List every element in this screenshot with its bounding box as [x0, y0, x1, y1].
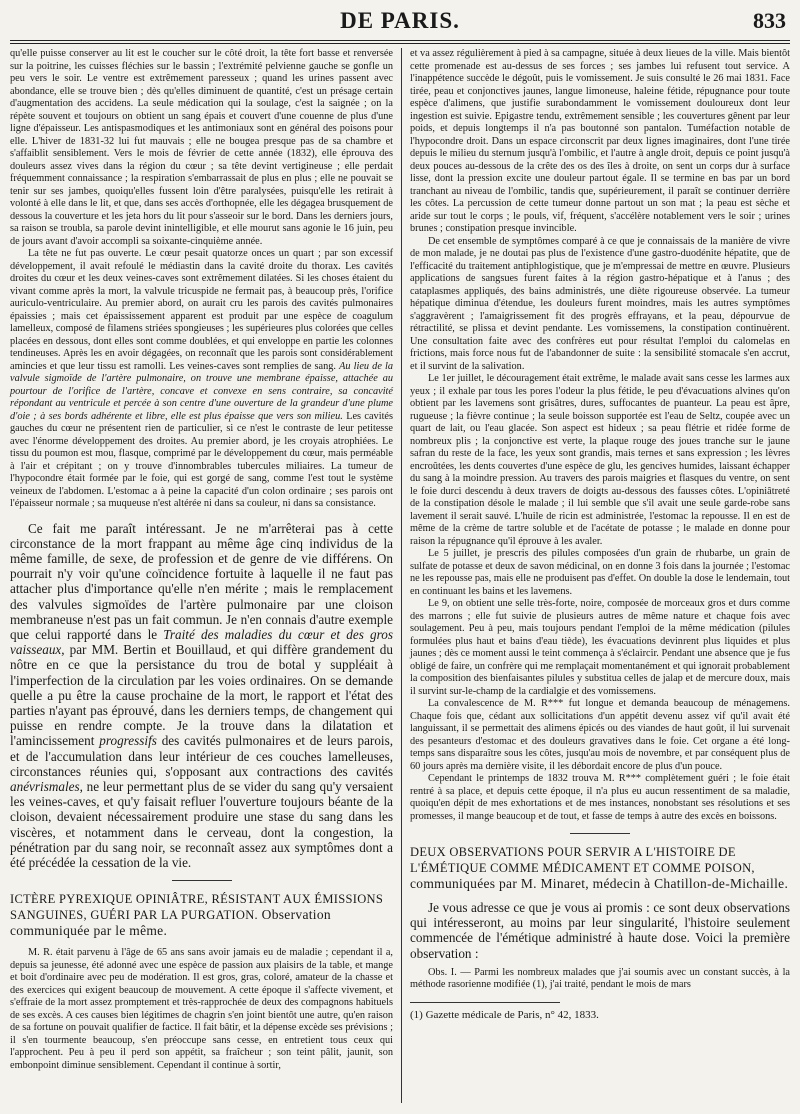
paragraph: [10, 248, 393, 511]
paragraph: Je vous adresse ce que je vous ai promis : ce sont deux observations qui intéresseront, au moins par leur singularité, l'histoire seulement commencée de l'émétique administré à haute dose. Voici la première observation :: [410, 900, 790, 961]
right-column: [410, 48, 790, 1022]
left-column: [10, 48, 393, 1072]
section-title-caps: ICTÈRE PYREXIQUE OPINIÂTRE, RÉSISTANT AUX ÉMISSIONS SANGUINES, GUÉRI PAR LA PURGATION.: [10, 892, 384, 923]
text-run: Les cavités gauches du cœur ne présentent rien de particulier, si ce n'est le contraste de leur petitesse avec l'énorme développement des droites. Au premier abord, je les croyais atrophiées. Le tissu du poumon est mou, flasque, comprimé par le développement du cœur, mais perméable à l'air et crépitant ; on y trouve d'innombrables tubercules miliaires. La tumeur de l'hypocondre était formée par le foie, qui est gorgé de sang, comme l'est tout le système veineux de l'abdomen. L'estomac a à peine la capacité d'un colon ordinaire ; ses parois ont l'épaisseur normale ; sa muqueuse n'est altérée ni dans sa couleur, ni dans sa consistance.: [10, 410, 394, 509]
column-divider: [401, 48, 402, 1103]
section-separator: [570, 833, 630, 834]
section-title: [10, 891, 393, 939]
page-header: [0, 0, 800, 40]
section-title-rest: communiquées par M. Minaret, médecin à Chatillon-de-Michaille.: [410, 876, 789, 891]
header-rule: [10, 40, 790, 41]
text-run: , ne leur permettant plus de se vider du sang qu'y versaient les veines-caves, et qu'y faisait refluer l'ouverture toujours béante de la cloison, devaient nécessairement produire une stase du sang dans les viscères, et notamment dans le cerveau, dont la congestion, la pénétration par du sang noir, se reconnaît assez aux symptômes dont a été précédée la cessation de la vie.: [10, 778, 393, 870]
header-rule-2: [10, 43, 790, 44]
italic-title: Traité des maladies du cœur et des gros vaisseaux: [10, 626, 394, 658]
footnote: (1) Gazette médicale de Paris, n° 42, 1833.: [410, 1008, 599, 1021]
italic-passage: Au lieu de la valvule sigmoïde de l'artère pulmonaire, on trouve une membrane épaisse, attachée au pourtour de l'orifice de l'artère, concave et convexe en sens contraire, sa concavité répondant au ventricule et percée à son centre d'une ouverture de la grandeur d'une plume d'oie ; à ses bords adhérente et libre, elle est plus épaisse que vers son milieu.: [10, 360, 393, 422]
running-title: DE PARIS.: [340, 8, 460, 33]
paragraph: et va assez régulièrement à pied à sa campagne, située à deux lieues de la ville. Mais bientôt cette promenade est au-dessus de ses forces ; ses jambes lui refusent tout service. A l'inappétence succède le dégoût, puis le vomissement. Je suis consulté le 26 mai 1831. Face tirée, peau et conjonctives jaunes, langue limoneuse, haleine fétide, répugnance pour toute espèce d'alimens, que justifie surabondamment le vomissement douloureux dont leur ingestion est suivie. Epigastre tendu, extrêmement sensible ; les couvertures gênent par leur poids, et depuis longtemps il n'a pas boutonné son pantalon. Tuméfaction notable de l'hypocondre droit. Dans un espace circonscrit par deux lignes imaginaires, dont l'une tirée depuis le milieu du sternum jusqu'à l'ombilic, et l'autre à angle droit, depuis ce point jusqu'à deux pouces au-dessous de la crête des os des îles à droite, on sent un corps dur à surface lisse, dont la pression excite une douleur partout égale. Il se termine en bas par un bord tranchant au niveau de l'ombilic, tandis que, supérieurement, il paraît se continuer derrière les côtes. La percussion de cette tumeur donne partout un son mat ; la peau est sèche et aride sur tout le corps ; le pouls, vif, fréquent, s'accélère notablement vers le soir ; urines brunes ; constipation presque invincible.: [410, 48, 790, 234]
section-separator: [172, 880, 232, 881]
paragraph: [10, 521, 393, 871]
paragraph: M. R. était parvenu à l'âge de 65 ans sans avoir jamais eu de maladie ; cependant il a, depuis sa jeunesse, été adonné avec une espèce de passion aux plaisirs de la table, et mange et boit d'ordinaire avec peu de modération. Il est gros, gras, coloré, amateur de la chasse et des exercices qui exigent beaucoup de mouvement. A cette époque il s'affecte vivement, et s'effraie de la mort assez promptement et très-rapprochée de deux des compagnons habituels de ses excès. A ces causes bien légitimes de chagrin s'en joint bientôt une autre, qu'en raison de sa fortune on pouvait qualifier de factice. Il fait bâtir, et la dépense excède ses prévisions ; il s'en tourmente beaucoup, s'en préoccupe sans cesse, en entretient tous ceux qui l'approchent. Peu à peu il perd son appétit, sa fraîcheur ; son teint pâlit, jaunit, son embonpoint diminue sensiblement. Cependant il continue à sortir,: [10, 947, 393, 1071]
paragraph: Le 9, on obtient une selle très-forte, noire, composée de morceaux gros et durs comme des marrons ; elle fut suivie de plusieurs autres de même nature et chaque fois avec soulagement. Peu à peu, mais toujours pendant l'emploi de la même médication (pilules formulées plus haut et bains d'eau tiède), les évacuations devinrent plus liquides et plus jaunes ; dès ce moment aussi le teint commença à s'éclaircir. Pendant une absence que je fus obligé de faire, un confrère qui me remplaçait momentanément et qui ignorait probablement la composition des bienfaisantes pilules y substitua celles de jalap et de mercure doux, mais il survint sur-le-champ de la cardialgie et des vomissemens.: [410, 598, 790, 697]
section-title-caps: DEUX OBSERVATIONS POUR SERVIR A L'HISTOIRE DE L'ÉMÉTIQUE COMME MÉDICAMENT ET COMME POISON,: [410, 845, 755, 875]
footnote-rule: [410, 1002, 560, 1003]
paragraph: Obs. I. — Parmi les nombreux malades que j'ai soumis avec un constant succès, à la méthode rasorienne modifiée (1), j'ai traité, pendant le mois de mars: [410, 966, 790, 991]
section-title: [410, 844, 790, 892]
text-run: des cavités pulmonaires et de leurs parois, et de l'accumulation dans leur intérieur de ces couches lamelleuses, circonstances réunies qui, s'opposant aux contractions des cavités: [10, 733, 394, 779]
text-run: Ce fait me paraît intéressant. Je ne m'arrêterai pas à cette circonstance de la mort frappant au même âge cinq individus de la même famille, de sexe, de profession et de genre de vie différens. On pourrait n'y voir qu'une coïncidence fortuite à laquelle il ne faut pas attacher plus d'importance qu'elle n'en mérite ; mais le remplacement des valvules sigmoïdes de l'artère pulmonaire par une cloison membraneuse n'est pas un fait commun. Je n'en connais d'autre exemple que celui rapporté dans le: [10, 520, 393, 642]
paragraph: La convalescence de M. R*** fut longue et demanda beaucoup de ménagemens. Chaque fois que, cédant aux sollicitations d'un appétit devenu assez vif qu'il avait été languissant, il se permettait des alimens épicés ou des viandes de haut goût, il lui survenait des pesanteurs d'estomac et des douleurs gravatives dans le foie. Cet organe a été long-temps sans disparaître sous les côtes, jusqu'au mois de novembre, et par conséquent plus de 60 jours après ma dernière visite, il les débordait encore de plus d'un pouce.: [410, 698, 790, 772]
paragraph: qu'elle puisse conserver au lit est le coucher sur le côté droit, la tête fort basse et renversée sur la poitrine, les cuisses fléchies sur le bassin ; l'extrémité pelvienne gauche se gonfle un peu vers le soir. Le ventre est extrêmement paresseux ; quand les urines passent avec abondance, elle se trouve bien ; dès qu'elles diminuent de quantité, c'est un présage certain d'augmentation des accidens. La seule médication qui la soulage, c'est la saignée ; on la répète souvent et toujours on obtient un sang épais et couvert d'une couenne de plus d'une ligne d'épaisseur. Les antispasmodiques et les antimoniaux sont en général des poisons pour elle. L'hiver de 1831-32 lui fut mauvais ; elle ne bougea presque pas de sa chambre et s'affaiblit sensiblement. Vers le mois de février de cette année (1832), elle éprouva des douleurs assez vives dans la région du cœur ; sa tête devint vertigineuse ; elle perdait fréquemment connaissance ; la respiration s'embarrassait de plus en plus ; elle ne pouvait se tenir sur ses jambes, quoiqu'elles fussent loin d'être paralysées, puisqu'elle les retirait à volonté à elle dans le lit, et que, dans ses accès d'orthopnée, elle les dégagea brusquement de dessous la couverture et les jeta hors du lit pour s'asseoir sur le bord. Dans les derniers jours, sa raison se troubla, sa parole devint inintelligible, et elle mourut sans agonie le 16 juin, peu de jours avant d'avoir accompli sa soixante-cinquième année.: [10, 48, 393, 247]
page-number: 833: [753, 8, 786, 33]
italic-word: progressifs: [99, 733, 157, 749]
text-run: La tête ne fut pas ouverte. Le cœur pesait quatorze onces un quart ; par son excessif développement, il avait refoulé le médiastin dans la cavité droite du thorax. Les cavités droites du cœur et les deux veines-caves sont extrêmement dilatées. Si les choses étaient du vivant comme après la mort, la valvule tricuspide ne fermait pas, à beaucoup près, l'orifice auriculo-ventriculaire. Au premier abord, on aurait cru les parois des cavités pulmonaires épaissies ; mais cet épaississement apparent est produit par une espèce de coagulum lamelleux, composé de filamens striées spongieuses ; les supérieures plus colorées que celles placées en dessous, dont elles sont comme doublées, et qui enveloppe en partie les colonnes tendineuses. Après les en avoir dégagées, on reconnaît que les parois sont considérablement amincies et que leur tissu est ramolli. Les veines-caves sont remplies de sang.: [10, 248, 393, 372]
italic-word: anévrismales: [10, 778, 80, 794]
section-title-rest: Observation communiquée par le même.: [10, 907, 331, 939]
paragraph: De cet ensemble de symptômes comparé à ce que je connaissais de la manière de vivre de mon malade, je ne doutai pas plus de l'existence d'une gastro-duodénite hépatite, que de l'efficacité du traitement antiphlogistique, que je m'empressai de mettre en œuvre. Plusieurs applications de sangsues furent faites à la région gastro-hépatique et à l'anus ; des cataplasmes appliqués, des bains administrés, une diète rigoureuse observée. La tumeur hépatique diminua d'étendue, les douleurs furent moindres, mais les autres symptômes s'aggravèrent ; l'amaigrissement fit des progrès effrayans, et la peau, dépourvue de rétractilité, se plissa et devint pendante. Les vomissemens, la constipation continuèrent. Une consultation faite avec des confrères eut pour résultat l'emploi du calomelas en frictions, mais force nous fut de l'abandonner de suite : la sensibilité stomacale s'en accrut, et il survint de la salivation.: [410, 235, 790, 372]
text-run: , par MM. Bertin et Bouillaud, et qui diffère grandement du nôtre en ce que la persistance du trou de botal y suppléait à l'imperfection de la circulation par les voies ordinaires. On se demande quelle a pu être la cause prochaine de la mort, le rapport et l'état des parties n'ayant pas éprouvé, dans les derniers temps, de changement qui puisse en rendre compte. Je la trouve dans la dilatation et l'amincissement: [10, 642, 393, 749]
paragraph: Cependant le printemps de 1832 trouva M. R*** complètement guéri ; le foie était rentré à sa place, et depuis cette époque, il n'a plus eu aucun ressentiment de sa maladie, quoiqu'en dépit de mes exhortations et de mes instances, nonobstant ses résolutions et ses promesses, il mange beaucoup et de tout, et fasse de temps à autre des excès en boissons.: [410, 773, 790, 822]
paragraph: Le 5 juillet, je prescris des pilules composées d'un grain de rhubarbe, un grain de sulfate de potasse et deux de savon médicinal, on en donne 3 fois dans la journée ; l'estomac ne les repousse pas, mais elle ne produisent pas d'effet. On double la dose le lendemain, tout en continuant les bains et les lavemens.: [410, 548, 790, 597]
paragraph: Le 1er juillet, le découragement était extrême, le malade avait sans cesse les larmes aux yeux ; il exhale par tous les pores l'odeur la plus fétide, le peu d'évacuations alvines qu'on obtient par les lavemens sont grisâtres, dures, suffocantes de puanteur. La peau est âpre, rugueuse ; la fièvre continue ; la seule boisson supportée est l'eau de Seltz, coupée avec un quart de lait, ou l'eau glacée. Son aspect est hideux ; sa peau flétrie et ridée forme de nombreux plis ; la conjonctive est verte, la plaque rouge des joues tranche sur le jaune safran du reste de la face, les yeux sont grandis, mais ternes et sans expression ; les lèvres encroûtées, les dents couvertes d'une espèce de glu, les gencives humides, laissant échapper du sang à la moindre pression. Au travers des parois maigries et flasques du ventre, on sent le foie durci descendu à deux travers de doigts au-dessous des fausses côtes. L'opiniâtreté de la constipation désole le malade ; il lui semble que s'il avait une seule garde-robe sans lavement il serait sauvé. L'huile de ricin est administrée, l'estomac la repousse. Il en est de même de la crème de tartre soluble et de l'acétate de potasse ; le malade en donne pour raison la répugnance qu'il éprouve à les avaler.: [410, 373, 790, 547]
